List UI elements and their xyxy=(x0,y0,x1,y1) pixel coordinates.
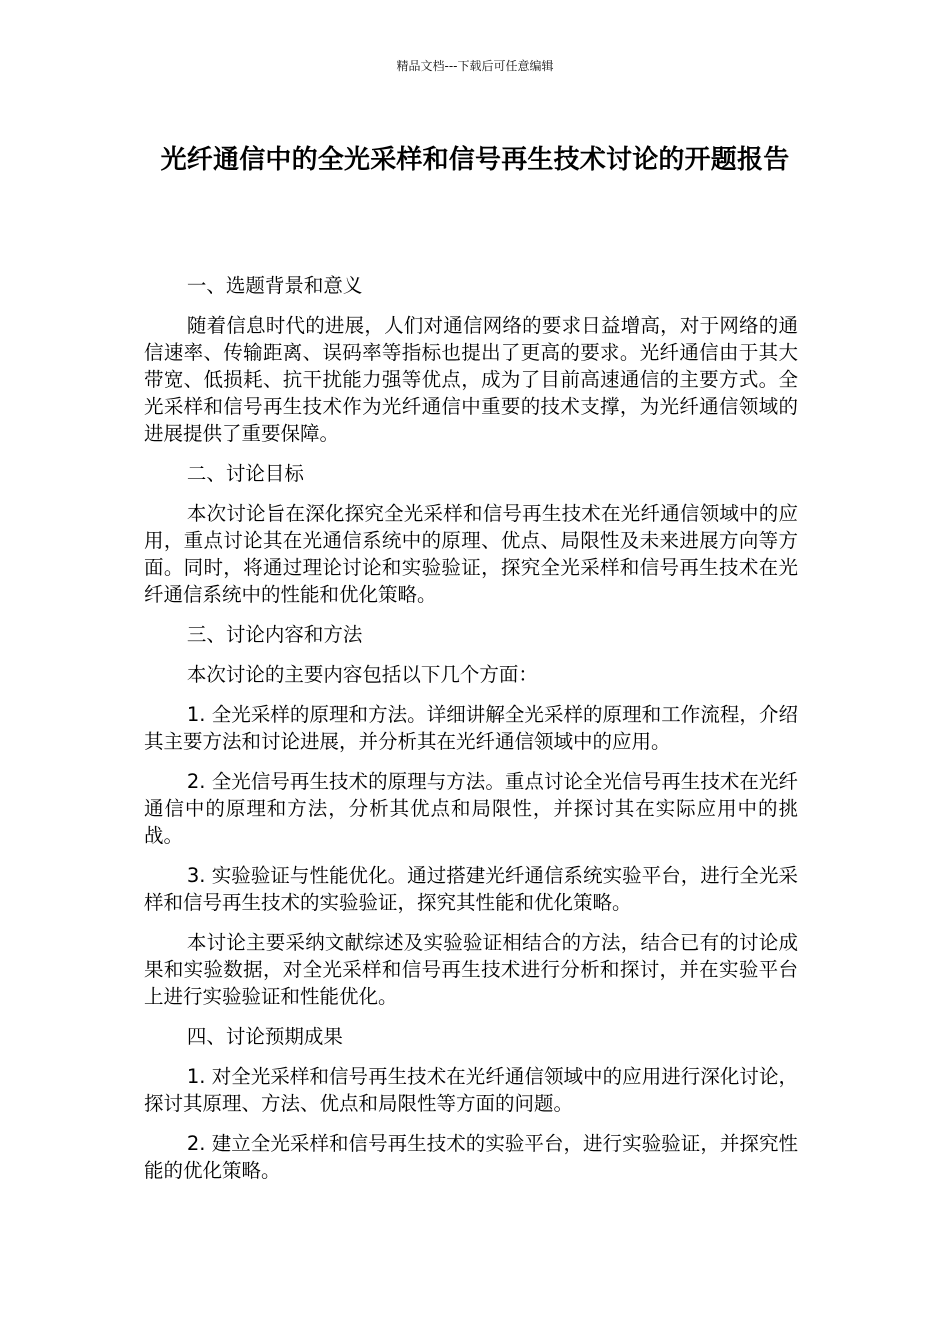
list-item-sampling: 1. 全光采样的原理和方法。详细讲解全光采样的原理和工作流程，介绍其主要方法和讨论进展，并分析其在光纤通信领域中的应用。 xyxy=(144,703,798,753)
section-heading-objectives: 二、讨论目标 xyxy=(186,462,304,485)
list-item-result-1: 1. 对全光采样和信号再生技术在光纤通信领域中的应用进行深化讨论，探讨其原理、方法、优点和局限性等方面的问题。 xyxy=(144,1065,798,1115)
section-heading-background: 一、选题背景和意义 xyxy=(186,274,363,297)
paragraph-objectives: 本次讨论旨在深化探究全光采样和信号再生技术在光纤通信领域中的应用，重点讨论其在光通信系统中的原理、优点、局限性及未来进展方向等方面。同时，将通过理论讨论和实验验证，探究全光采样和信号再生技术在光纤通信系统中的性能和优化策略。 xyxy=(144,502,798,606)
paragraph-content-intro: 本次讨论的主要内容包括以下几个方面： xyxy=(186,663,538,686)
list-item-experiment: 3. 实验验证与性能优化。通过搭建光纤通信系统实验平台，进行全光采样和信号再生技术的实验验证，探究其性能和优化策略。 xyxy=(144,864,798,914)
paragraph-methods: 本讨论主要采纳文献综述及实验验证相结合的方法，结合已有的讨论成果和实验数据，对全光采样和信号再生技术进行分析和探讨，并在实验平台上进行实验验证和性能优化。 xyxy=(144,931,798,1008)
page-header: 精品文档---下载后可任意编辑 xyxy=(396,59,554,73)
document-title: 光纤通信中的全光采样和信号再生技术讨论的开题报告 xyxy=(160,145,790,175)
list-item-regeneration: 2. 全光信号再生技术的原理与方法。重点讨论全光信号再生技术在光纤通信中的原理和方法，分析其优点和局限性，并探讨其在实际应用中的挑战。 xyxy=(144,770,798,847)
document-body xyxy=(144,272,798,1197)
section-heading-content-methods: 三、讨论内容和方法 xyxy=(186,623,363,646)
paragraph-background: 随着信息时代的进展，人们对通信网络的要求日益增高，对于网络的通信速率、传输距离、误码率等指标也提出了更高的要求。光纤通信由于其大带宽、低损耗、抗干扰能力强等优点，成为了目前高速通信的主要方式。全光采样和信号再生技术作为光纤通信中重要的技术支撑，为光纤通信领域的进展提供了重要保障。 xyxy=(144,314,798,445)
section-heading-expected-results: 四、讨论预期成果 xyxy=(186,1025,343,1048)
list-item-result-2: 2. 建立全光采样和信号再生技术的实验平台，进行实验验证，并探究性能的优化策略。 xyxy=(144,1132,798,1182)
